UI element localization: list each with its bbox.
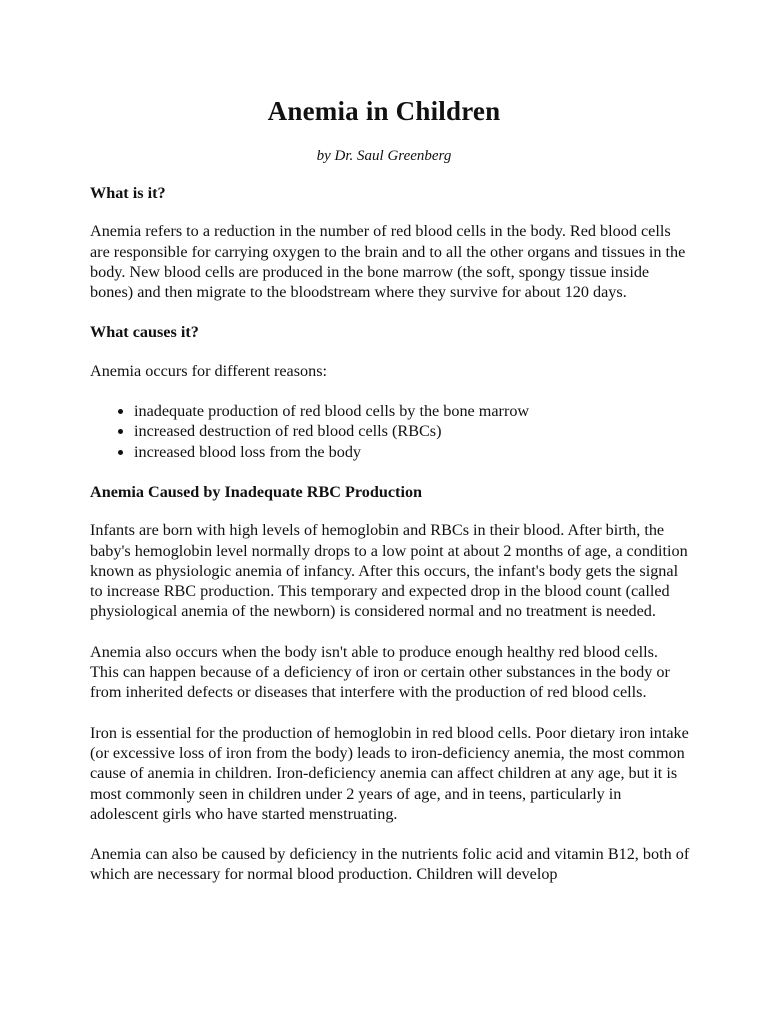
list-item: • inadequate production of red blood cells by the bone marrow <box>134 401 690 421</box>
paragraph: Anemia occurs for different reasons: <box>90 361 328 380</box>
paragraph: Infants are born with high levels of hemoglobin and RBCs in their blood. After birth, the baby's hemoglobin level normally drops to a low point at about 2 months of age, a condition known as physiologic anemia of infancy. After this occurs, the infant's body gets the signal to increase RBC production. This temporary and expected drop in the blood count (called physiological anemia of the newborn) is considered normal and no treatment is needed. <box>90 521 688 621</box>
paragraph: Anemia can also be caused by deficiency in the nutrients folic acid and vitamin B12, both of which are necessary for normal blood production. Children will develop <box>90 845 690 884</box>
list-item: • increased blood loss from the body <box>134 442 690 462</box>
author-byline: by Dr. Saul Greenberg <box>316 148 452 164</box>
section-heading-what-is-it: What is it? <box>90 184 166 202</box>
document-body <box>90 183 690 905</box>
document-title: Anemia in Children <box>267 96 501 126</box>
section-heading-causes: What causes it? <box>90 323 199 342</box>
paragraph: Anemia refers to a reduction in the number of red blood cells in the body. Red blood cells are responsible for carrying oxygen to the brain and to all the other organs and tissues in the body. New blood cells are produced in the bone marrow (the soft, spongy tissue inside bones) and then migrate to the bloodstream where they survive for about 120 days. <box>90 222 686 302</box>
paragraph: Iron is essential for the production of hemoglobin in red blood cells. Poor dietary iron intake (or excessive loss of iron from the body) leads to iron-deficiency anemia, the most common cause of anemia in children. Iron-deficiency anemia can affect children at any age, but it is most commonly seen in children under 2 years of age, and in teens, particularly in adolescent girls who have started menstruating. <box>90 723 689 823</box>
section-heading-inadequate-production: Anemia Caused by Inadequate RBC Production <box>90 482 423 501</box>
list-item: • increased destruction of red blood cells (RBCs) <box>134 421 690 441</box>
paragraph: Anemia also occurs when the body isn't able to produce enough healthy red blood cells. This can happen because of a deficiency of iron or certain other substances in the body or from inherited defects or diseases that interfere with the production of red blood cells. <box>90 642 670 702</box>
causes-list <box>90 401 690 462</box>
